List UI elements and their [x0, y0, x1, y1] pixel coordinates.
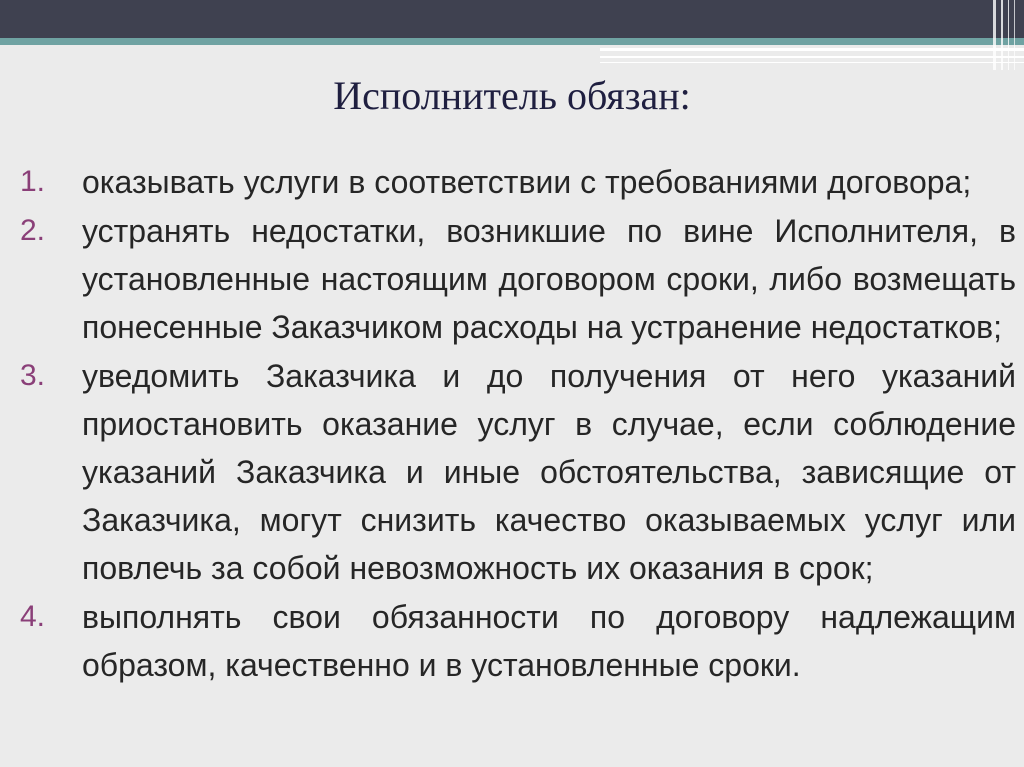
list-item [20, 593, 1016, 689]
deco-line [993, 0, 996, 70]
item-number: 4. [20, 600, 46, 633]
deco-line [600, 56, 1024, 58]
list-item [20, 158, 1016, 206]
item-number: 2. [20, 214, 46, 247]
slide-title: Исполнитель обязан: [333, 73, 691, 118]
deco-line [1008, 0, 1009, 70]
list-item [20, 352, 1016, 592]
item-text: устранять недостатки, возникшие по вине Исполнителя, в установленные настоящим договором сроки, либо возмещать понесенные Заказчиком расходы на устранение недостатков; [82, 213, 1016, 345]
deco-line [1014, 0, 1015, 70]
decorative-lines [0, 0, 1024, 70]
item-text: уведомить Заказчика и до получения от него указаний приостановить оказание услуг в случае, если соблюдение указаний Заказчика и иные обстоятельства, зависящие от Заказчика, могут снизить качество оказываемых услуг или повлечь за собой невозможность их оказания в срок; [82, 358, 1016, 586]
item-text: выполнять свои обязанности по договору надлежащим образом, качественно и в установленные сроки. [82, 599, 1016, 683]
deco-line [600, 48, 1024, 51]
deco-line [600, 62, 1024, 63]
duty-list [20, 158, 1016, 690]
deco-line [1001, 0, 1003, 70]
list-item [20, 207, 1016, 351]
item-text: оказывать услуги в соответствии с требованиями договора; [82, 164, 972, 200]
item-number: 3. [20, 359, 46, 392]
item-number: 1. [20, 165, 46, 198]
